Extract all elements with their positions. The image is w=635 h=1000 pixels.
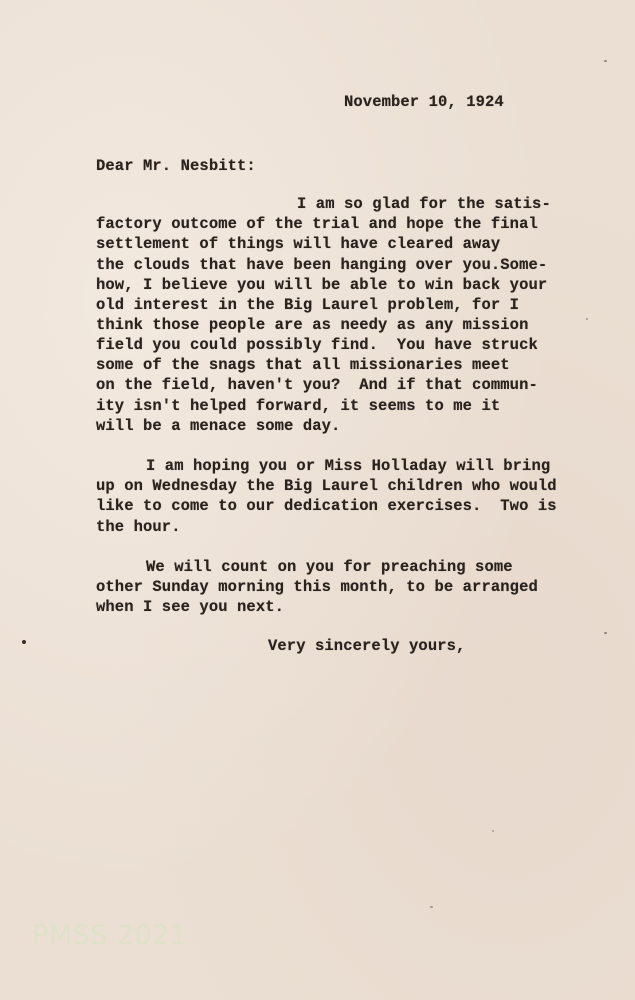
paragraph-1-line-8: field you could possibly find. You have struck: [96, 336, 538, 354]
paragraph-2-line-2: up on Wednesday the Big Laurel children who would: [96, 477, 557, 495]
paper-speck: [586, 318, 588, 320]
paragraph-2-line-4: the hour.: [96, 518, 181, 536]
archive-watermark: PMSS 2021: [32, 920, 188, 951]
paragraph-1-line-1: I am so glad for the satis-: [297, 195, 551, 213]
paragraph-2-line-1: I am hoping you or Miss Holladay will bring: [146, 457, 551, 475]
letter-date: November 10, 1924: [344, 93, 504, 111]
closing: Very sincerely yours,: [268, 637, 466, 655]
paragraph-1-line-10: on the field, haven't you? And if that commun-: [96, 376, 538, 394]
salutation: Dear Mr. Nesbitt:: [96, 157, 256, 175]
paper-speck: [604, 632, 607, 634]
paper-speck: [604, 60, 607, 62]
paragraph-1-line-6: old interest in the Big Laurel problem, for I: [96, 296, 520, 314]
paragraph-1-line-5: how, I believe you will be able to win back your: [96, 276, 548, 294]
paragraph-3-line-2: other Sunday morning this month, to be arranged: [96, 578, 538, 596]
paragraph-1-line-4: the clouds that have been hanging over you.Some-: [96, 256, 548, 274]
paper-speck: [492, 830, 494, 832]
paragraph-3-line-3: when I see you next.: [96, 598, 285, 616]
paper-speck: [430, 906, 433, 908]
paragraph-3-line-1: We will count on you for preaching some: [146, 558, 513, 576]
paragraph-1-line-11: ity isn't helped forward, it seems to me it: [96, 397, 501, 415]
paragraph-1-line-12: will be a menace some day.: [96, 417, 341, 435]
paragraph-1-line-2: factory outcome of the trial and hope the final: [96, 215, 538, 233]
paper-speck: [22, 640, 26, 644]
paragraph-1-line-3: settlement of things will have cleared away: [96, 235, 501, 253]
paragraph-2-line-3: like to come to our dedication exercises. Two is: [96, 497, 557, 515]
paragraph-1-line-9: some of the snags that all missionaries meet: [96, 356, 510, 374]
paragraph-1-line-7: think those people are as needy as any mission: [96, 316, 529, 334]
